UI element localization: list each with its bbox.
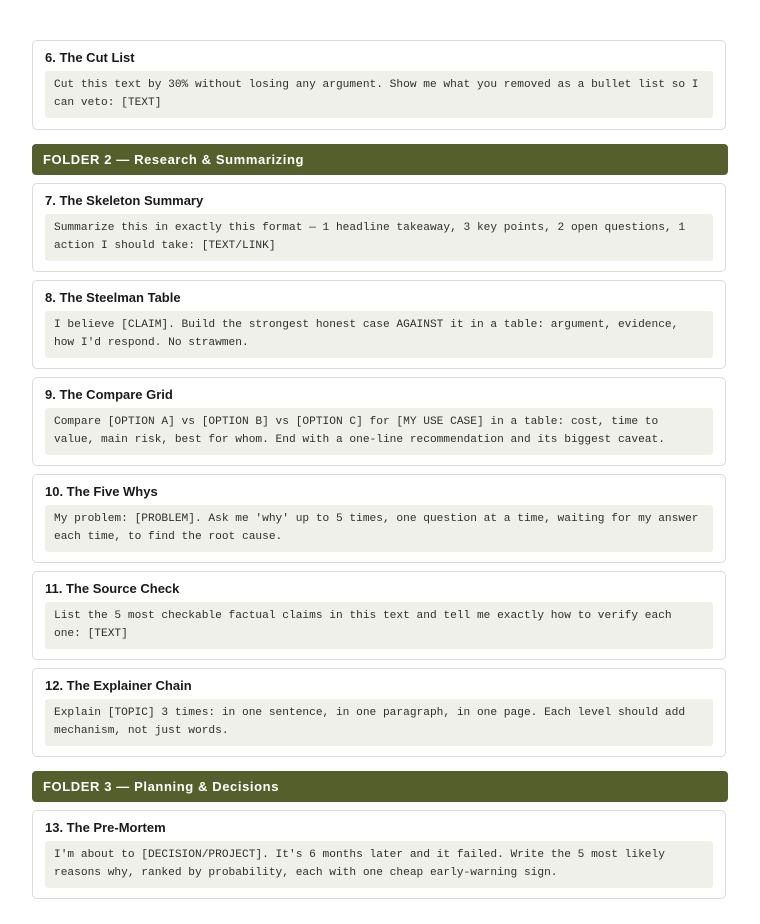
prompt-card-title: 11. The Source Check — [45, 581, 180, 596]
prompt-card-skeleton-summary — [32, 183, 726, 272]
prompt-card-title: 12. The Explainer Chain — [45, 678, 192, 693]
prompt-card-title: 6. The Cut List — [45, 50, 135, 65]
prompt-card-explainer-chain — [32, 668, 726, 757]
prompt-text: I believe [CLAIM]. Build the strongest honest case AGAINST it in a table: argument, evidence, how I'd respond. No strawmen. — [45, 311, 713, 358]
prompt-card-pre-mortem — [32, 810, 726, 899]
prompt-card-title: 13. The Pre-Mortem — [45, 820, 166, 835]
prompt-text: Summarize this in exactly this format — 1 headline takeaway, 3 key points, 2 open questions, 1 action I should take: [TEXT/LINK] — [45, 214, 713, 261]
prompt-card-title: 9. The Compare Grid — [45, 387, 173, 402]
folder-header-planning: FOLDER 3 — Planning & Decisions — [32, 771, 728, 802]
prompt-card-title: 7. The Skeleton Summary — [45, 193, 204, 208]
prompt-text: Compare [OPTION A] vs [OPTION B] vs [OPTION C] for [MY USE CASE] in a table: cost, time to value, main risk, best for whom. End with a one-line recommendation and its biggest caveat. — [45, 408, 713, 455]
prompt-text: My problem: [PROBLEM]. Ask me 'why' up to 5 times, one question at a time, waiting for my answer each time, to find the root cause. — [45, 505, 713, 552]
prompt-text: List the 5 most checkable factual claims in this text and tell me exactly how to verify each one: [TEXT] — [45, 602, 713, 649]
prompt-text: I'm about to [DECISION/PROJECT]. It's 6 months later and it failed. Write the 5 most likely reasons why, ranked by probability, each with one cheap early-warning sign. — [45, 841, 713, 888]
prompt-card-steelman-table — [32, 280, 726, 369]
prompt-card-source-check — [32, 571, 726, 660]
prompt-text: Cut this text by 30% without losing any argument. Show me what you removed as a bullet list so I can veto: [TEXT] — [45, 71, 713, 118]
prompt-card-title: 8. The Steelman Table — [45, 290, 181, 305]
folder-header-research: FOLDER 2 — Research & Summarizing — [32, 144, 728, 175]
prompt-text: Explain [TOPIC] 3 times: in one sentence, in one paragraph, in one page. Each level should add mechanism, not just words. — [45, 699, 713, 746]
prompt-card-compare-grid — [32, 377, 726, 466]
prompt-card-cut-list — [32, 40, 726, 130]
prompt-card-five-whys — [32, 474, 726, 563]
prompt-card-title: 10. The Five Whys — [45, 484, 158, 499]
